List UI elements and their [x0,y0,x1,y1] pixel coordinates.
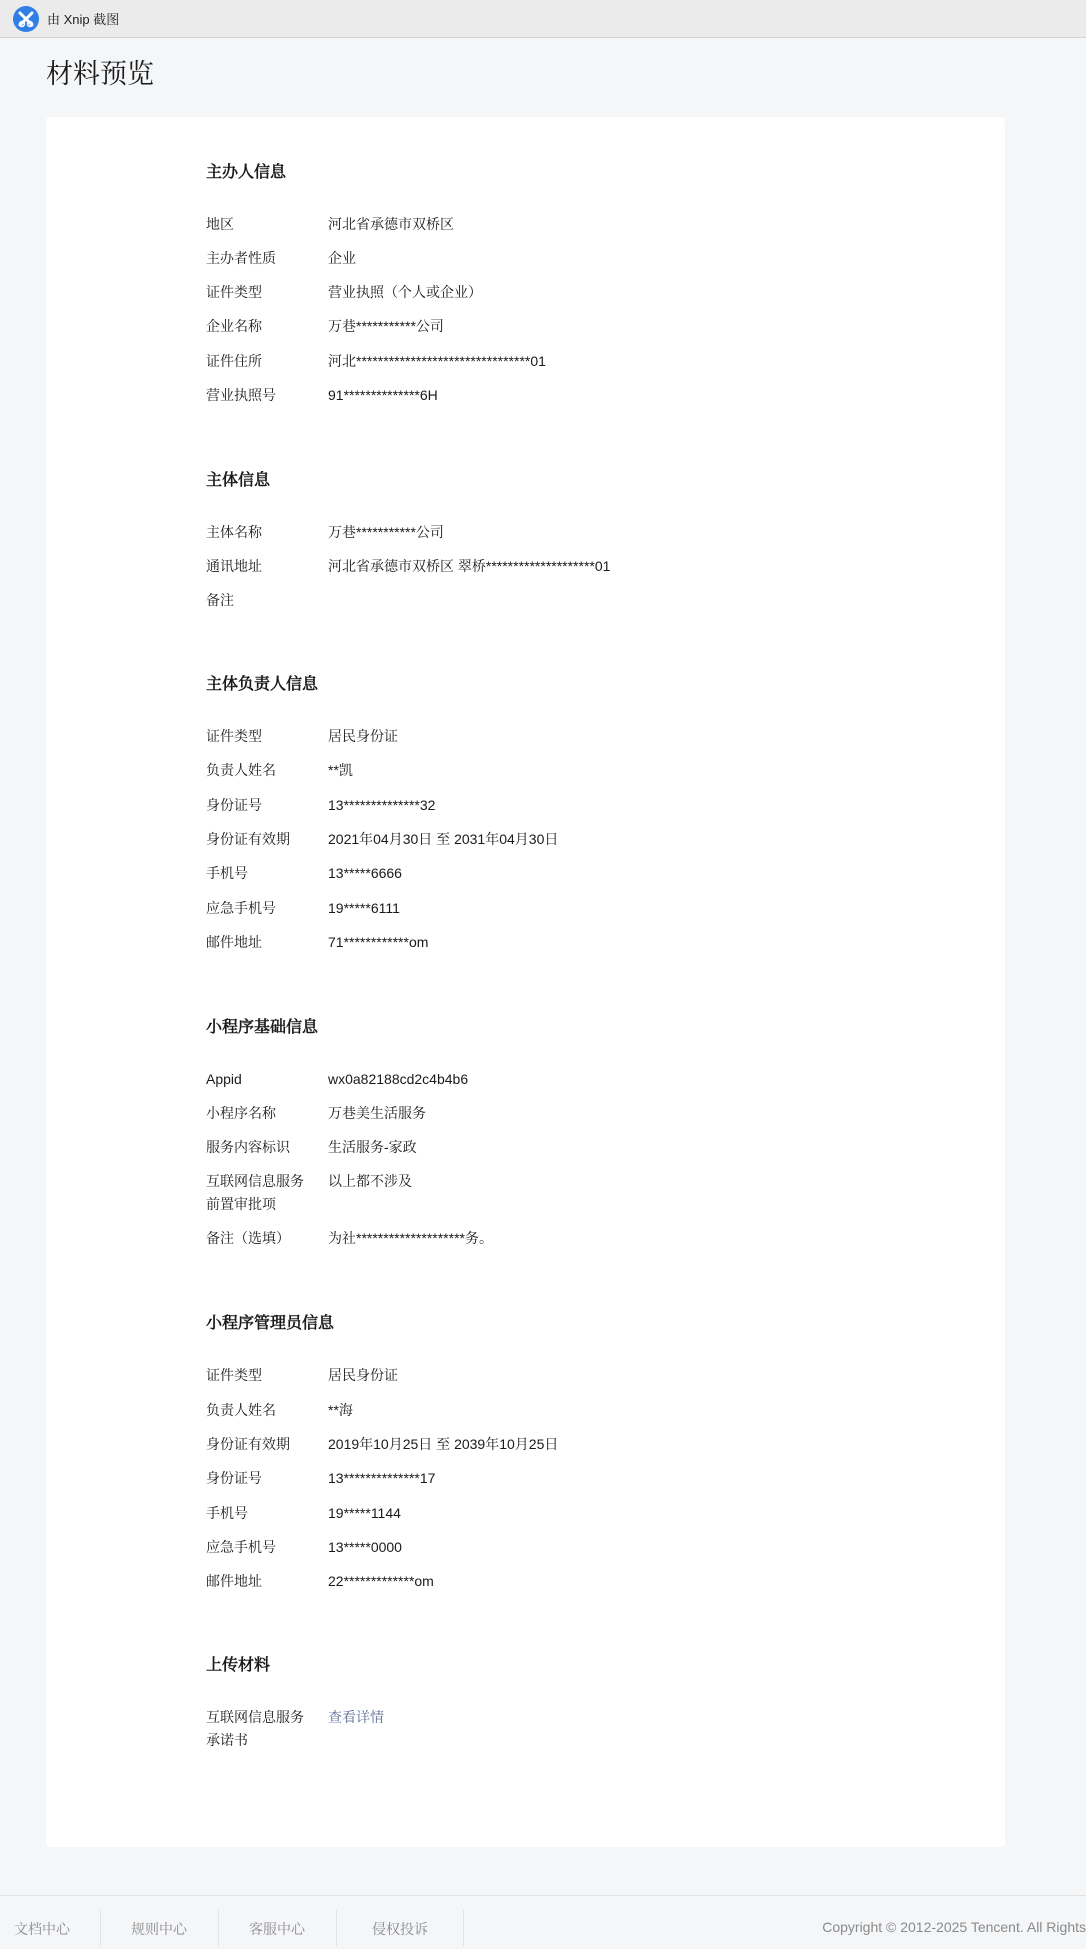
row-value: 河北省承德市双桥区 翠桥********************01 [328,558,611,574]
row-value: 生活服务-家政 [328,1139,417,1155]
section-title-entity: 主体信息 [206,472,271,489]
row-label: 手机号 [206,865,248,881]
row-value: 19*****6111 [328,900,400,916]
row-value: 居民身份证 [328,1367,398,1383]
row-value: 91**************6H [328,387,438,403]
footer-divider [100,1910,101,1946]
row-label: 证件类型 [206,728,262,744]
row-label: Appid [206,1071,242,1087]
section-title-uploaded-materials: 上传材料 [206,1657,271,1674]
row-label: 主体名称 [206,524,262,540]
row-label: 证件类型 [206,284,262,300]
row-value: 13*****0000 [328,1539,402,1555]
material-preview-card [46,117,1005,1847]
footer-link-complaints[interactable]: 侵权投诉 [372,1921,428,1937]
window-title: 由 Xnip 截图 [47,12,120,27]
row-value: 河北********************************01 [328,353,546,369]
page-title: 材料预览 [46,59,154,89]
row-label: 身份证号 [206,797,262,813]
row-label: 地区 [206,216,234,232]
row-value: **海 [328,1402,353,1418]
row-label-line: 互联网信息服务 [206,1173,304,1189]
row-value: 13**************17 [328,1470,436,1486]
copyright-text: Copyright © 2012-2025 Tencent. All Rights [822,1919,1086,1935]
row-label: 通讯地址 [206,558,262,574]
section-title-miniprogram-admin: 小程序管理员信息 [206,1315,335,1332]
section-title-sponsor: 主办人信息 [206,164,287,181]
row-label: 手机号 [206,1505,248,1521]
row-value: 企业 [328,250,356,266]
row-label: 身份证号 [206,1470,262,1486]
row-value: 以上都不涉及 [328,1173,412,1189]
row-label: 应急手机号 [206,900,276,916]
row-value: 71************om [328,934,429,950]
row-value: 2021年04月30日 至 2031年04月30日 [328,831,559,847]
footer-divider [336,1910,337,1946]
row-label: 备注 [206,592,234,608]
row-label: 企业名称 [206,318,262,334]
footer-link-docs[interactable]: 文档中心 [14,1921,70,1937]
row-label: 邮件地址 [206,1573,262,1589]
row-label: 营业执照号 [206,387,276,403]
row-value: 为社********************务。 [328,1230,493,1246]
xnip-app-icon [13,6,39,32]
row-value: 22*************om [328,1573,434,1589]
section-title-miniprogram-basic: 小程序基础信息 [206,1019,319,1036]
row-label-line: 承诺书 [206,1732,248,1748]
footer-divider [218,1910,219,1946]
row-value: wx0a82188cd2c4b4b6 [328,1071,469,1087]
row-value: 万巷***********公司 [328,318,444,334]
row-label [206,1706,316,1752]
row-label: 服务内容标识 [206,1139,290,1155]
row-value: 河北省承德市双桥区 [328,216,454,232]
row-value: 13**************32 [328,797,436,813]
footer-divider [463,1910,464,1946]
row-value: 万巷***********公司 [328,524,444,540]
row-label: 身份证有效期 [206,831,290,847]
row-label: 证件住所 [206,353,262,369]
row-label: 证件类型 [206,1367,262,1383]
row-label: 负责人姓名 [206,1402,276,1418]
footer-link-rules[interactable]: 规则中心 [131,1921,187,1937]
row-label: 身份证有效期 [206,1436,290,1452]
row-value: 万巷美生活服务 [328,1105,426,1121]
row-value: 2019年10月25日 至 2039年10月25日 [328,1436,559,1452]
row-value: 营业执照（个人或企业） [328,284,482,300]
footer-link-support[interactable]: 客服中心 [249,1921,305,1937]
row-label: 主办者性质 [206,250,276,266]
row-value: **凯 [328,762,353,778]
row-label-line: 前置审批项 [206,1196,276,1212]
row-value: 居民身份证 [328,728,398,744]
row-value: 19*****1144 [328,1505,401,1521]
section-title-entity-principal: 主体负责人信息 [206,676,319,693]
row-label: 负责人姓名 [206,762,276,778]
row-label-line: 互联网信息服务 [206,1709,304,1725]
view-details-link[interactable]: 查看详情 [328,1709,384,1725]
row-label [206,1170,316,1216]
row-label: 邮件地址 [206,934,262,950]
row-value: 13*****6666 [328,865,402,881]
row-label: 应急手机号 [206,1539,276,1555]
window-titlebar [0,0,1086,38]
row-label: 备注（选填） [206,1230,290,1246]
page-footer [0,1895,1086,1949]
row-label: 小程序名称 [206,1105,276,1121]
